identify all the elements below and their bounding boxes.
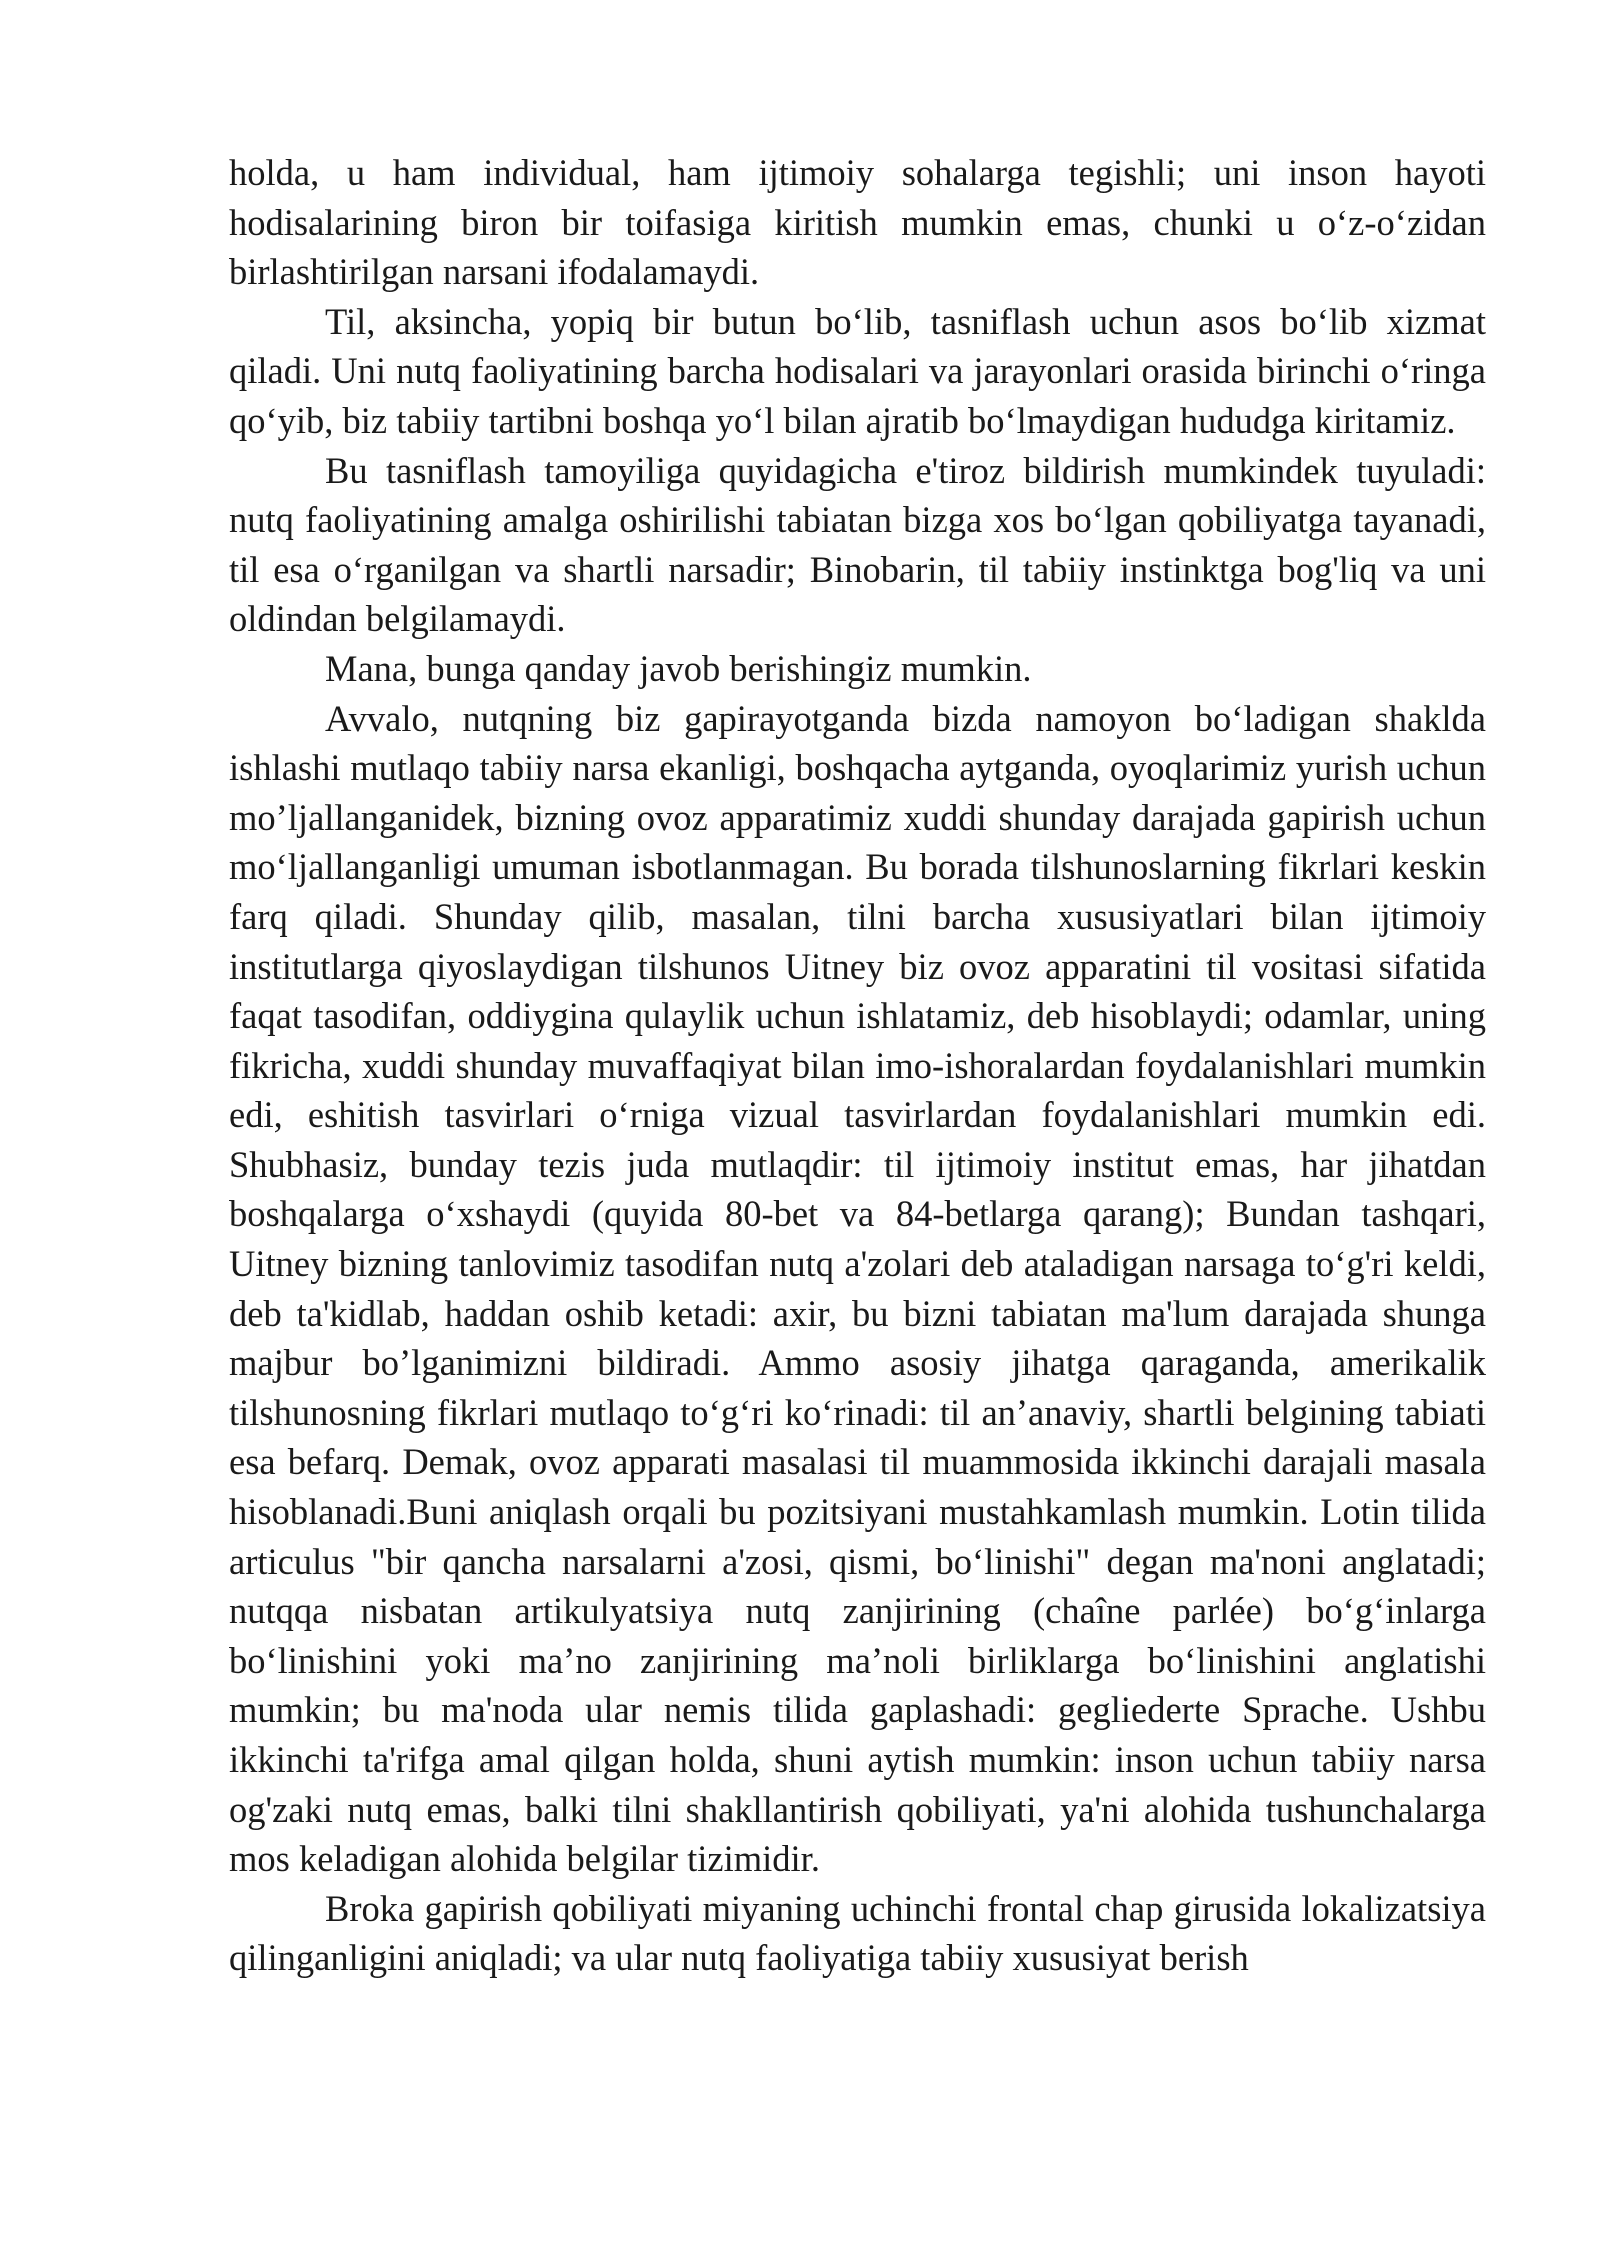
body-text — [229, 148, 1486, 1983]
paragraph-broca: Broka gapirish qobiliyati miyaning uchinchi frontal chap girusida lokalizatsiya qilinganligini aniqladi; va ular nutq faoliyatiga tabiiy xususiyat berish — [229, 1887, 1486, 1979]
paragraph-continuation: holda, u ham individual, ham ijtimoiy sohalarga tegishli; uni inson hayoti hodisalarining biron bir toifasiga kiritish mumkin emas, chunki u o‘z-o‘zidan birlashtirilgan narsani ifodalamaydi. — [229, 152, 1486, 293]
paragraph-language-classification: Til, aksincha, yopiq bir butun bo‘lib, tasniflash uchun asos bo‘lib xizmat qiladi. Uni nutq faoliyatining barcha hodisalari va jarayonlari orasida birinchi o‘ringa qo‘yib, biz tabiiy tartibni boshqa yo‘l bilan ajratib bo‘lmaydigan hududga kiritamiz. — [229, 300, 1486, 441]
paragraph-vocal-apparatus: Avvalo, nutqning biz gapirayotganda bizda namoyon bo‘ladigan shaklda ishlashi mutlaqo tabiiy narsa ekanligi, boshqacha aytganda, oyoqlarimiz yurish uchun mo’ljallanganidek, bizning ovoz apparatimiz xuddi shunday darajada gapirish uchun mo‘ljallanganligi umuman isbotlanmagan. Bu borada tilshunoslarning fikrlari keskin farq qiladi. Shunday qilib, masalan, tilni barcha xususiyatlari bilan ijtimoiy institutlarga qiyoslaydigan tilshunos Uitney biz ovoz apparatini til vositasi sifatida faqat tasodifan, oddiygina qulaylik uchun ishlatamiz, deb hisoblaydi; odamlar, uning fikricha, xuddi shunday muvaffaqiyat bilan imo-ishoralardan foydalanishlari mumkin edi, eshitish tasvirlari o‘rniga vizual tasvirlardan foydalanishlari mumkin edi. Shubhasiz, bunday tezis juda mutlaqdir: til ijtimoiy institut emas, har jihatdan boshqalarga o‘xshaydi (quyida 80-bet va 84-betlarga qarang); Bundan tashqari, Uitney bizning tanlovimiz tasodifan nutq a'zolari deb ataladigan narsaga to‘g'ri keldi, deb ta'kidlab, haddan oshib ketadi: axir, bu bizni tabiatan ma'lum darajada shunga majbur bo’lganimizni bildiradi. Ammo asosiy jihatga qaraganda, amerikalik tilshunosning fikrlari mutlaqo to‘g‘ri ko‘rinadi: til an’anaviy, shartli belgining tabiati esa befarq. Demak, ovoz apparati masalasi til muammosida ikkinchi darajali masala hisoblanadi.Buni aniqlash orqali bu pozitsiyani mustahkamlash mumkin. Lotin tilida articulus "bir qancha narsalarni a'zosi, qismi, bo‘linishi" degan ma'noni anglatadi; nutqqa nisbatan artikulyatsiya nutq zanjirining (chaîne parlée) bo‘g‘inlarga bo‘linishini yoki ma’no zanjirining ma’noli birliklarga bo‘linishini anglatishi mumkin; bu ma'noda ular nemis tilida gaplashadi: gegliederte Sprache. Ushbu ikkinchi ta'rifga amal qilgan holda, shuni aytish mumkin: inson uchun tabiiy narsa og'zaki nutq emas, balki tilni shakllantirish qobiliyati, ya'ni alohida tushunchalarga mos keladigan alohida belgilar tizimidir. — [229, 697, 1486, 1880]
paragraph-answer-intro: Mana, bunga qanday javob berishingiz mumkin. — [325, 647, 1032, 689]
paragraph-objection: Bu tasniflash tamoyiliga quyidagicha e'tiroz bildirish mumkindek tuyuladi: nutq faoliyatining amalga oshirilishi tabiatan bizga xos bo‘lgan qobiliyatga tayanadi, til esa o‘rganilgan va shartli narsadir; Binobarin, til tabiiy instinktga bog'liq va uni oldindan belgilamaydi. — [229, 449, 1486, 640]
